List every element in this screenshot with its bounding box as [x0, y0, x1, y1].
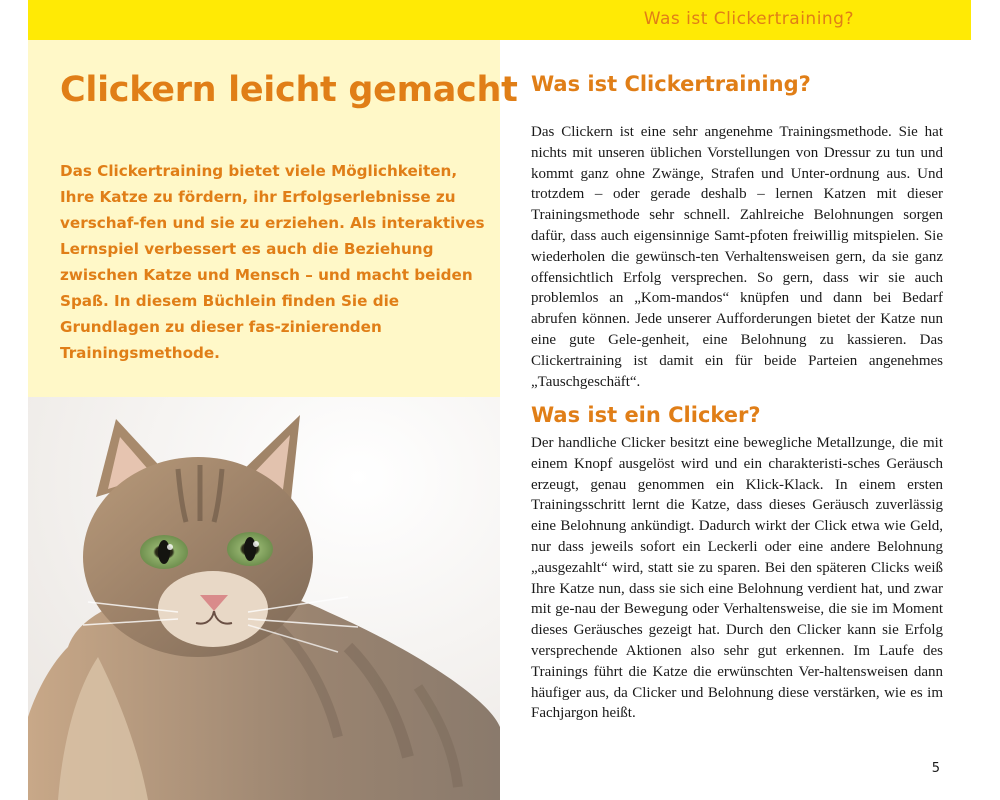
section-heading-clicker: Was ist ein Clicker? [531, 403, 761, 427]
section-heading-clickertraining: Was ist Clickertraining? [531, 72, 811, 96]
intro-text: Das Clickertraining bietet viele Möglichkeiten, Ihre Katze zu fördern, ihr Erfolgserlebnisse zu verschaf-fen und sie zu erziehen. Als interaktives Lernspiel verbessert es auch die Beziehung zwischen Katze und Mensch – und macht beiden Spaß. In diesem Büchlein finden Sie die Grundlagen zu dieser fas-zinierenden Trainingsmethode. [60, 162, 485, 362]
cat-photo [28, 397, 500, 800]
running-header-title: Was ist Clickertraining? [643, 9, 854, 29]
intro-panel [28, 40, 518, 397]
chapter-title: Clickern leicht gemacht [60, 70, 518, 110]
section-body-clicker: Der handliche Clicker besitzt eine bewegliche Metallzunge, die mit einem Knopf ausgelöst wird und ein charakteristi-sches Geräusch erzeugt, genau genommen ein Klick-Klack. In einem ersten Trainingsschritt lernt die Katze, dass dieses Geräusch zuverlässig eine Belohnung ankündigt. Dadurch wirkt der Click etwa wie Geld, nur dass jeweils sofort ein Leckerli oder eine andere Belohnung „ausgezahlt“ wird, statt sie zu sparen. Bei den späteren Clicks weiß Ihre Katze nun, dass sie sich eine Belohnung verdient hat, und zwar mit ge-nau der Bewegung oder Verhaltensweise, die sie im Moment dieses Geräusches gezeigt hat. Durch den Clicker kann sie Erfolg versprechende Aktionen also sehr gut erkennen. Im Laufe des Trainings führt die Katze die erwünschten Ver-haltensweisen dann häufiger aus, da Clicker und Belohnung diese verstärken, wie es im Fachjargon heißt. [531, 435, 943, 722]
section-body-clickertraining: Das Clickern ist eine sehr angenehme Trainingsmethode. Sie hat nichts mit unseren üblichen Vorstellungen von Dressur zu tun und kommt ganz ohne Zwänge, Strafen und Unter-ordnung aus. Und trotzdem – oder gerade deshalb – lernen Katzen mit dieser Trainingsmethode sehr schnell. Zahlreiche Belohnungen sorgen dafür, dass auch eigensinnige Samt-pfoten freiwillig mitspielen. Sie wiederholen die gewünsch-ten Verhaltensweisen gern, da sie ganz offensichtlich Erfolg versprechen. So gern, dass wir sie auch problemlos an „Kom-mandos“ knüpfen und dann bei Bedarf abrufen können. Jede unserer Aufforderungen bietet der Katze nun eine gute Gele-genheit, eine Belohnung zu kassieren. Das Clickertraining ist damit ein für beide Parteien angenehmes „Tauschgeschäft“. [531, 124, 943, 390]
page-number: 5 [931, 761, 940, 776]
running-header [28, 0, 971, 40]
cat-photo-icon [28, 397, 500, 800]
